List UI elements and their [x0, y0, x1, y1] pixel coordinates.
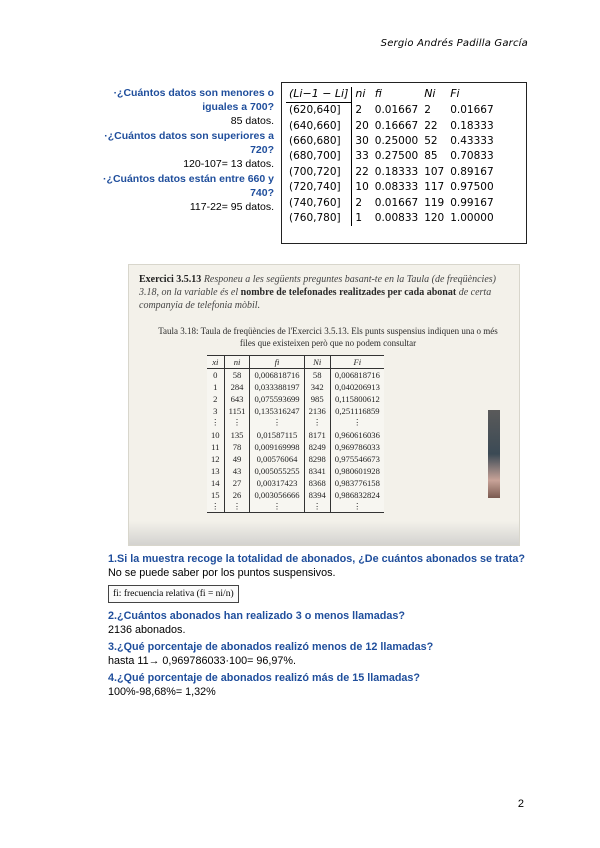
- question-4: 4.¿Qué porcentaje de abonados realizó más de 15 llamadas?: [108, 672, 421, 684]
- formula-box: fi: frecuencia relativa (fi = ni/n): [108, 585, 239, 603]
- table-cell: 0,980601928: [330, 465, 384, 477]
- table-cell: 8341: [304, 465, 330, 477]
- textbook-screenshot: [128, 264, 520, 546]
- left-answer: 120-107= 13 datos.: [183, 158, 274, 170]
- table-cell: (740,760]: [286, 195, 352, 210]
- table-row: [286, 195, 497, 210]
- table-cell: 3: [213, 405, 218, 416]
- table-cell: 12: [211, 453, 220, 464]
- table-cell: 1151: [224, 405, 250, 417]
- table-cell: 0,115800612: [330, 393, 384, 405]
- table-cell: 22: [355, 165, 369, 178]
- table-cell: 26: [224, 489, 250, 501]
- answer-3: hasta 11→ 0,969786033·100= 96,97%.: [108, 655, 296, 667]
- table-cell: 2: [213, 393, 218, 404]
- table-cell: ⋮: [207, 501, 224, 513]
- table-cell: ⋮: [250, 417, 304, 429]
- table-cell: 342: [304, 381, 330, 393]
- table-cell: ⋮: [330, 501, 384, 513]
- table-cell: 2: [424, 104, 431, 117]
- table-cell: 2: [355, 104, 363, 117]
- table-cell: (720,740]: [286, 179, 352, 194]
- table-cell: (640,660]: [286, 118, 352, 133]
- table-row: [286, 133, 497, 148]
- table-header: (Li−1 − Li]: [286, 87, 352, 103]
- table-cell: 8171: [304, 429, 330, 441]
- table-row: [207, 477, 384, 489]
- table-cell: 0,040206913: [330, 381, 384, 393]
- table-cell: 0.01667: [374, 104, 419, 117]
- table-cell: 8394: [304, 489, 330, 501]
- table-cell: ⋮: [330, 417, 384, 429]
- table-cell: 8249: [304, 441, 330, 453]
- table-cell: 14: [211, 477, 220, 488]
- table-cell: 0.89167: [450, 165, 494, 178]
- table-cell: 78: [224, 441, 250, 453]
- table-cell: ⋮: [250, 501, 304, 513]
- table-header: xi: [207, 356, 224, 369]
- table-cell: (620,640]: [286, 103, 352, 118]
- table-cell: 284: [224, 381, 250, 393]
- table-cell: 0,975546673: [330, 453, 384, 465]
- table-row: [286, 210, 497, 225]
- table-cell: 0.70833: [450, 150, 494, 163]
- table-cell: 0.27500: [374, 150, 419, 163]
- table-cell: 0,033388197: [250, 381, 304, 393]
- table-cell: 135: [224, 429, 250, 441]
- table-cell: 30: [355, 134, 369, 147]
- table-cell: 0.18333: [374, 165, 419, 178]
- table-cell: (660,680]: [286, 133, 352, 148]
- author-header: Sergio Andrés Padilla García: [380, 38, 528, 49]
- table-row: [207, 369, 384, 381]
- table-row: [207, 489, 384, 501]
- table-row: [286, 118, 497, 133]
- table-row: [207, 405, 384, 417]
- table-cell: 0.99167: [450, 196, 494, 209]
- table-caption: Taula 3.18: Taula de freqüències de l'Exercici 3.5.13. Els punts suspensius indiquen una o més files que existeixen però que no podem consultar: [158, 326, 498, 348]
- page-number: 2: [517, 798, 524, 810]
- table-cell: 0,960616036: [330, 429, 384, 441]
- table-header: Fi: [450, 87, 460, 101]
- table-cell: 0.25000: [374, 134, 419, 147]
- table-cell: 0: [213, 369, 218, 380]
- table-row: [207, 465, 384, 477]
- table-row: [207, 429, 384, 441]
- bottom-question-list: [108, 552, 528, 702]
- table-row: [207, 441, 384, 453]
- table-header: fi: [374, 87, 382, 101]
- table-cell: ⋮: [304, 501, 330, 513]
- table-cell: 0,00317423: [250, 477, 304, 489]
- table-cell: 0.18333: [450, 119, 494, 132]
- table-cell: 0,986832824: [330, 489, 384, 501]
- table-cell: 0,969786033: [330, 441, 384, 453]
- exercise-text: de certa companyia de telefonia mòbil.: [139, 287, 492, 311]
- table-cell: 107: [424, 165, 445, 178]
- answer-4: 100%-98,68%= 1,32%: [108, 686, 216, 698]
- exercise-text: Responeu a les següents preguntes basant-te en la Taula (de freqüències) 3.18, on la variable és el: [139, 274, 496, 298]
- table-header: Ni: [424, 87, 436, 101]
- table-cell: 15: [211, 489, 220, 500]
- question-2: 2.¿Cuántos abonados han realizado 3 o menos llamadas?: [108, 610, 405, 622]
- table-cell: 0,251116859: [330, 405, 384, 417]
- table-cell: 119: [424, 196, 445, 209]
- table-header: ni: [224, 356, 250, 369]
- left-question: ·¿Cuántos datos son menores o iguales a 700?: [113, 87, 274, 113]
- table-cell: 0.43333: [450, 134, 494, 147]
- table-cell: 13: [211, 465, 220, 476]
- table-cell: 0.01667: [374, 196, 419, 209]
- table-cell: 0.97500: [450, 181, 494, 194]
- table-cell: ⋮: [224, 417, 250, 429]
- table-cell: 49: [224, 453, 250, 465]
- table-cell: 10: [211, 429, 220, 440]
- table-cell: 120: [424, 211, 445, 224]
- table-cell: 0,006818716: [330, 369, 384, 381]
- table-cell: 0,005055255: [250, 465, 304, 477]
- table-cell: ⋮: [211, 417, 220, 427]
- table-cell: 58: [304, 369, 330, 381]
- table-cell: 1: [213, 381, 218, 392]
- left-answer: 117-22= 95 datos.: [189, 201, 274, 213]
- table-header: Ni: [304, 356, 330, 369]
- table-cell: 27: [224, 477, 250, 489]
- question-3: 3.¿Qué porcentaje de abonados realizó menos de 12 llamadas?: [108, 641, 434, 653]
- table-cell: 2: [355, 196, 363, 209]
- table-cell: 0.01667: [450, 104, 494, 117]
- table-cell: 20: [355, 119, 369, 132]
- table-cell: 22: [424, 119, 438, 132]
- book-frequency-table: [207, 355, 384, 513]
- left-question-list: [100, 86, 274, 215]
- table-header: ni: [355, 87, 366, 101]
- exercise-bold-text: nombre de telefonades realitzades per cada abonat: [240, 287, 457, 298]
- table-row: [286, 103, 497, 118]
- table-header: Fi: [330, 356, 384, 369]
- table-cell: ⋮: [224, 501, 250, 513]
- table-cell: 985: [304, 393, 330, 405]
- left-answer: 85 datos.: [230, 115, 274, 127]
- table-cell: 0,003056666: [250, 489, 304, 501]
- table-cell: 10: [355, 181, 369, 194]
- table-cell: 0,135316247: [250, 405, 304, 417]
- table-cell: (700,720]: [286, 164, 352, 179]
- exercise-statement: [139, 273, 511, 312]
- table-cell: 1.00000: [450, 211, 494, 224]
- table-cell: 8298: [304, 453, 330, 465]
- table-row: [207, 417, 384, 429]
- table-cell: 0,01587115: [250, 429, 304, 441]
- answer-2: 2136 abonados.: [108, 624, 186, 636]
- frequency-table-box: [281, 82, 527, 244]
- left-question: ·¿Cuántos datos están entre 660 y 740?: [103, 173, 274, 199]
- table-cell: (680,700]: [286, 149, 352, 164]
- table-cell: 0,009169998: [250, 441, 304, 453]
- photo-shadow: [129, 521, 519, 545]
- left-question: ·¿Cuántos datos son superiores a 720?: [104, 130, 274, 156]
- table-cell: 1: [355, 211, 363, 224]
- table-cell: 0.08333: [374, 181, 419, 194]
- table-cell: 52: [424, 134, 438, 147]
- table-row: [207, 453, 384, 465]
- table-cell: 0.16667: [374, 119, 419, 132]
- table-cell: 85: [424, 150, 438, 163]
- table-cell: 33: [355, 150, 369, 163]
- frequency-table: [286, 87, 497, 226]
- table-row: [286, 164, 497, 179]
- table-row: [286, 179, 497, 194]
- table-cell: 0,983776158: [330, 477, 384, 489]
- table-cell: 11: [211, 441, 220, 452]
- exercise-label: Exercici 3.5.13: [139, 274, 202, 285]
- table-cell: 43: [224, 465, 250, 477]
- table-cell: 2136: [304, 405, 330, 417]
- table-cell: (760,780]: [286, 210, 352, 225]
- table-cell: ⋮: [304, 417, 330, 429]
- table-cell: 117: [424, 181, 445, 194]
- photo-edge-strip: [488, 410, 500, 498]
- table-row: [207, 381, 384, 393]
- table-row: [207, 393, 384, 405]
- table-row: [207, 501, 384, 513]
- question-1: 1.Si la muestra recoge la totalidad de abonados, ¿De cuántos abonados se trata?: [108, 553, 525, 565]
- table-header: fi: [250, 356, 304, 369]
- table-row: [286, 149, 497, 164]
- table-cell: 58: [224, 369, 250, 381]
- answer-1: No se puede saber por los puntos suspensivos.: [108, 567, 336, 579]
- table-cell: 8368: [304, 477, 330, 489]
- table-cell: 643: [224, 393, 250, 405]
- table-cell: 0,075593699: [250, 393, 304, 405]
- table-cell: 0,00576064: [250, 453, 304, 465]
- table-cell: 0.00833: [374, 211, 419, 224]
- table-cell: 0,006818716: [250, 369, 304, 381]
